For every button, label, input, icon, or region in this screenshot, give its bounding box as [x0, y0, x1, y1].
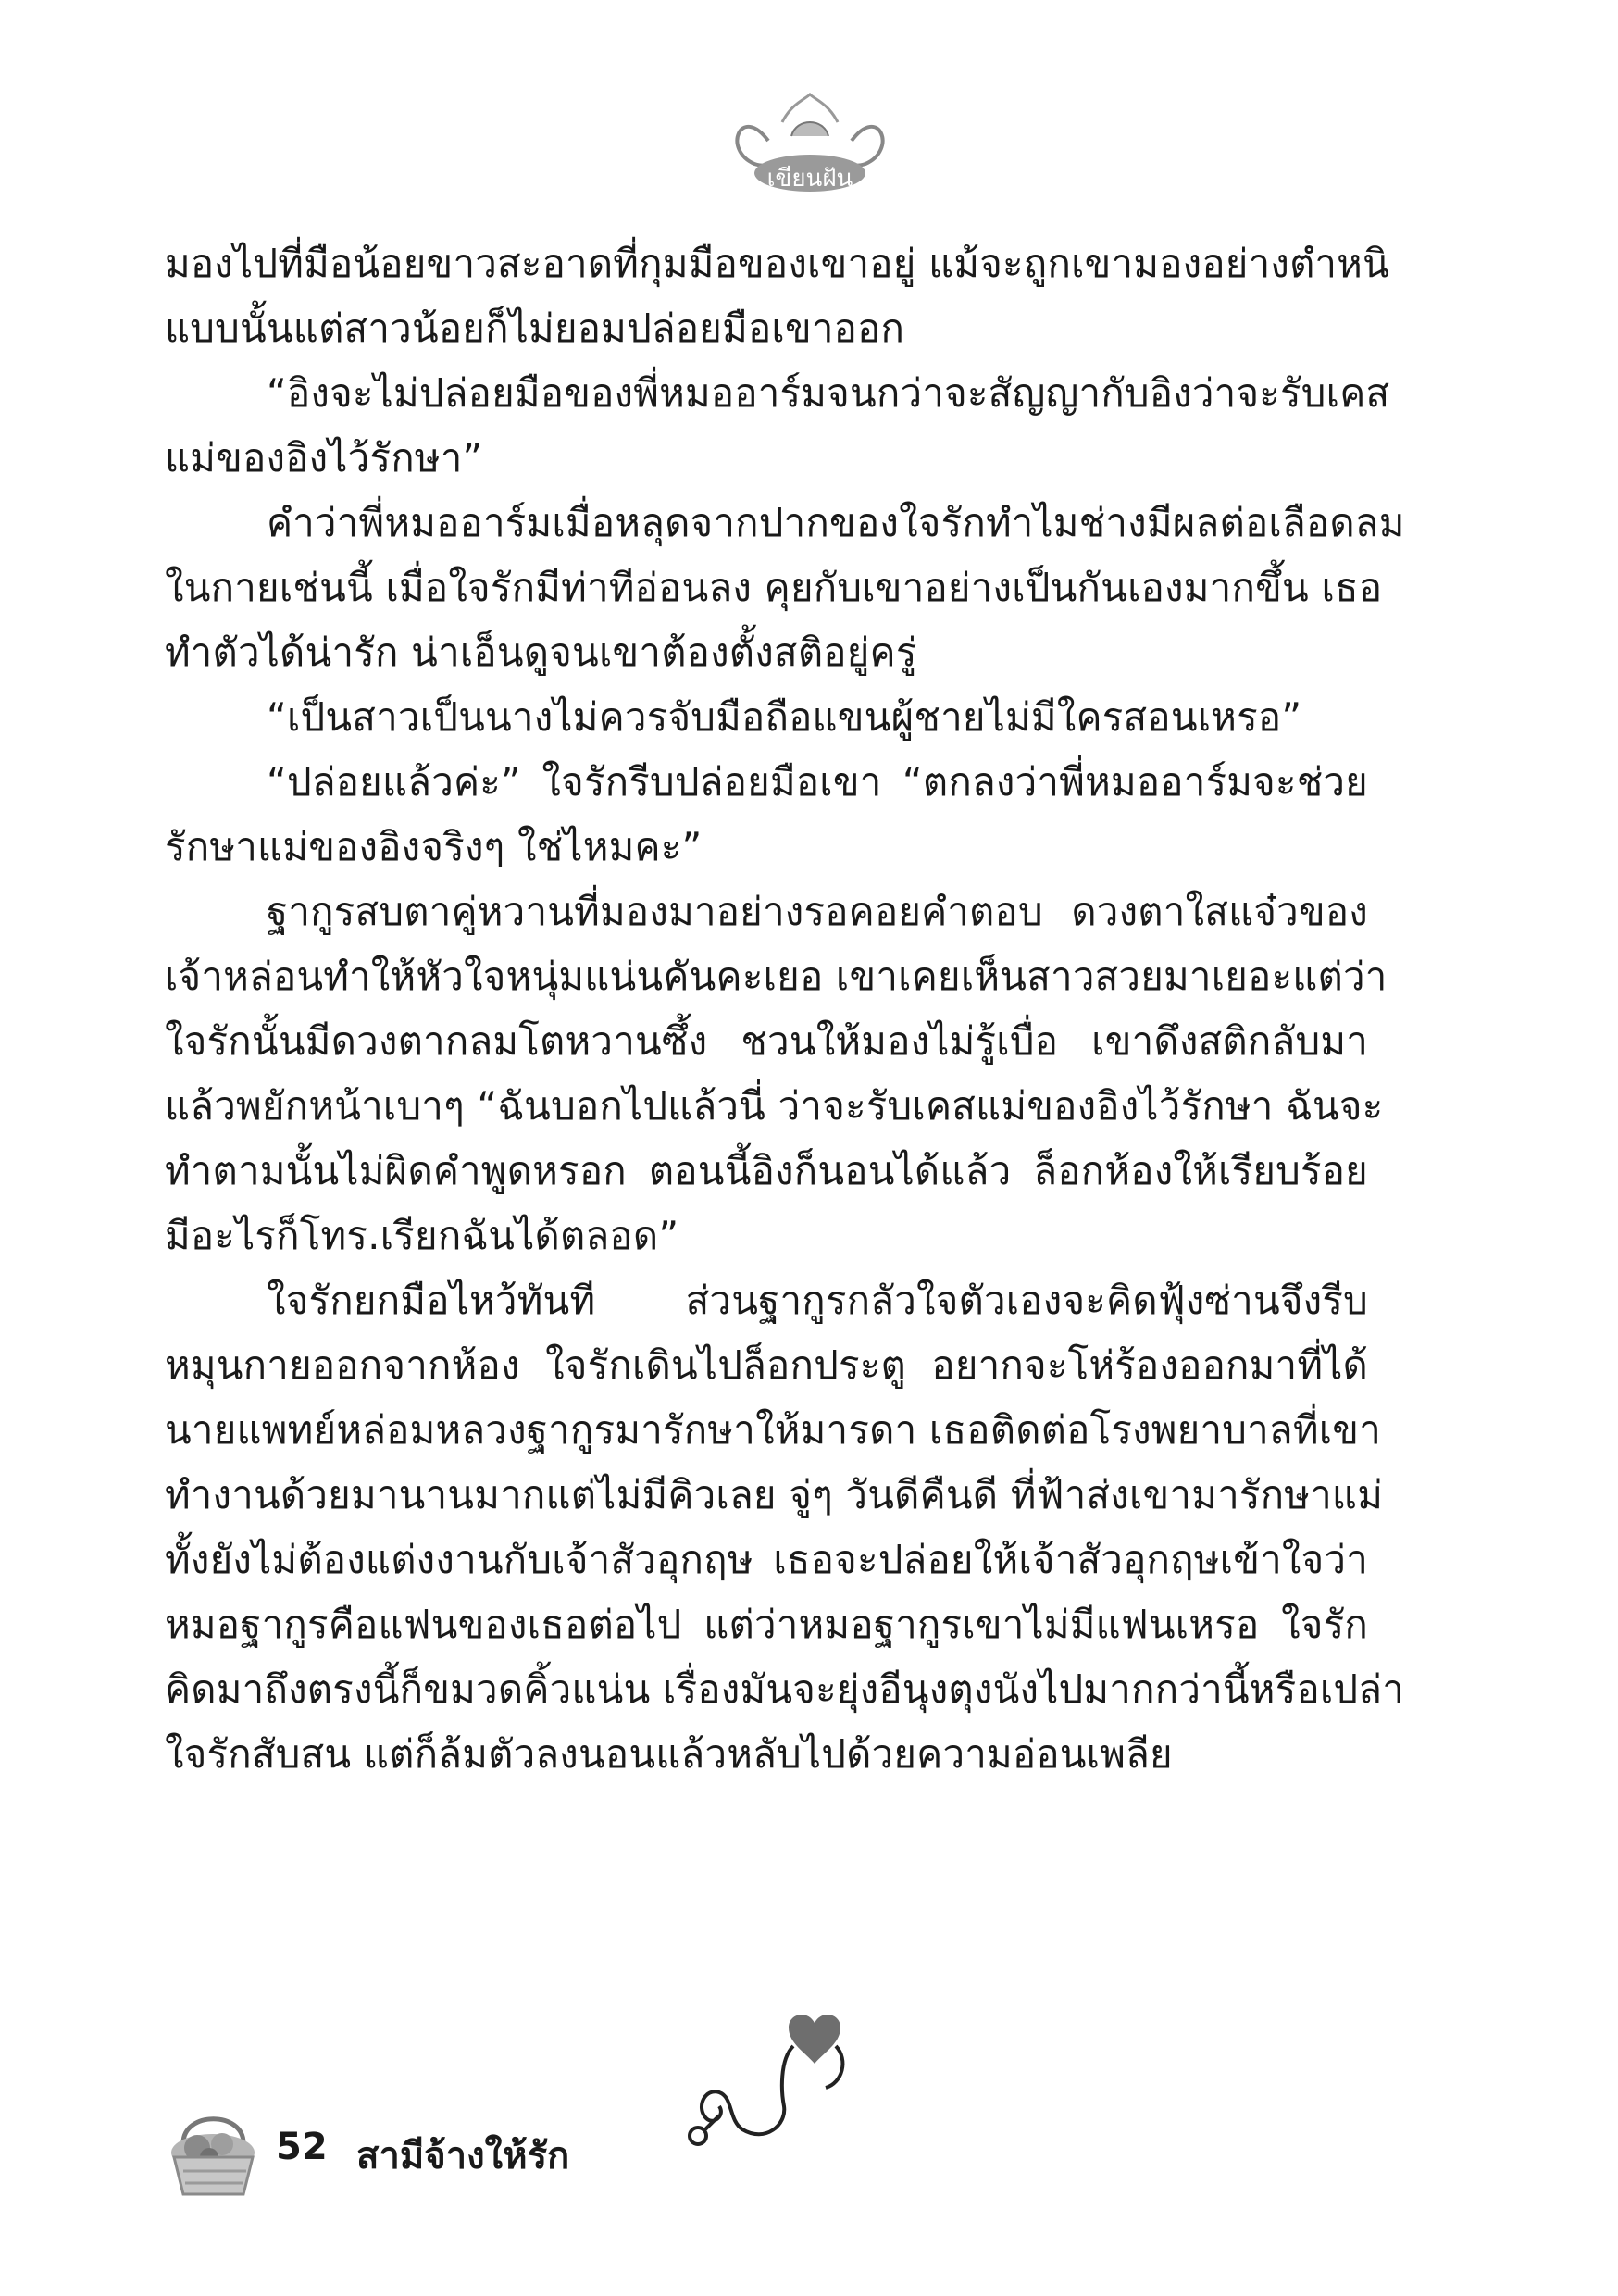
text-line: นายแพทย์หล่อมหลวงฐากูรมารักษาให้มารดา เธอติดต่อโรงพยาบาลที่เขา [165, 1407, 1381, 1453]
text-line: ใจรักสับสน แต่ก็ล้มตัวลงนอนแล้วหลับไปด้วยความอ่อนเพลีย [165, 1731, 1173, 1777]
text-line: ทั้งยังไม่ต้องแต่งงานกับเจ้าสัวอุกฤษ เธอจะปล่อยให้เจ้าสัวอุกฤษเข้าใจว่า [165, 1537, 1368, 1582]
stethoscope-heart-icon [678, 2004, 863, 2152]
text-line: “อิงจะไม่ปล่อยมือของพี่หมออาร์มจนกว่าจะสัญญากับอิงว่าจะรับเคส [267, 370, 1390, 416]
text-line: รักษาแม่ของอิงจริงๆ ใช่ไหมคะ” [165, 824, 703, 869]
text-line: ใจรักนั้นมีดวงตากลมโตหวานซึ้ง ชวนให้มองไม่รู้เบื่อ เขาดึงสติกลับมา [165, 1018, 1368, 1064]
text-line: ทำงานด้วยมานานมากแต่ไม่มีคิวเลย จู่ๆ วันดีคืนดี ที่ฟ้าส่งเขามารักษาแม่ [165, 1472, 1384, 1517]
text-line: แม่ของอิงไว้รักษา” [165, 435, 483, 480]
text-line: ใจรักยกมือไหว้ทันที ส่วนฐากูรกลัวใจตัวเองจะคิดฟุ้งซ่านจึงรีบ [267, 1278, 1368, 1323]
text-line: มองไปที่มือน้อยขาวสะอาดที่กุมมือของเขาอยู่ แม้จะถูกเขามองอย่างตำหนิ [165, 241, 1389, 286]
publisher-logo [703, 85, 916, 196]
text-line: เจ้าหล่อนทำให้หัวใจหนุ่มแน่นคันคะเยอ เขาเคยเห็นสาวสวยมาเยอะแต่ว่า [165, 954, 1388, 999]
text-line: แล้วพยักหน้าเบาๆ “ฉันบอกไปแล้วนี่ ว่าจะรับเคสแม่ของอิงไว้รักษา ฉันจะ [165, 1083, 1384, 1129]
text-line: คิดมาถึงตรงนี้ก็ขมวดคิ้วแน่น เรื่องมันจะยุ่งอีนุงตุงนังไปมากกว่านี้หรือเปล่า [165, 1666, 1405, 1712]
text-line: ฐากูรสบตาคู่หวานที่มองมาอย่างรอคอยคำตอบ ดวงตาใสแจ๋วของ [267, 889, 1368, 934]
text-line: “ปล่อยแล้วค่ะ” ใจรักรีบปล่อยมือเขา “ตกลงว่าพี่หมออาร์มจะช่วย [267, 759, 1368, 805]
text-line: มีอะไรก็โทร.เรียกฉันได้ตลอด” [165, 1213, 679, 1258]
logo-text: เขียนฝัน [766, 165, 853, 193]
page-number: 52 [276, 2126, 328, 2168]
text-line: “เป็นสาวเป็นนางไม่ควรจับมือถือแขนผู้ชายไม่มีใครสอนเหรอ” [267, 694, 1302, 740]
basket-icon [165, 2102, 262, 2203]
text-line: แบบนั้นแต่สาวน้อยก็ไม่ยอมปล่อยมือเขาออก [165, 306, 905, 351]
text-line: หมุนกายออกจากห้อง ใจรักเดินไปล็อกประตู อยากจะโห่ร้องออกมาที่ได้ [165, 1342, 1368, 1388]
text-line: ทำตัวได้น่ารัก น่าเอ็นดูจนเขาต้องตั้งสติอยู่ครู่ [165, 630, 917, 675]
text-line: คำว่าพี่หมออาร์มเมื่อหลุดจากปากของใจรักทำไมช่างมีผลต่อเลือดลม [267, 500, 1405, 545]
book-title: สามีจ้างให้รัก [356, 2135, 570, 2177]
text-line: ในกายเช่นนี้ เมื่อใจรักมีท่าทีอ่อนลง คุยกับเขาอย่างเป็นกันเองมากขึ้น เธอ [165, 565, 1383, 610]
text-line: ทำตามนั้นไม่ผิดคำพูดหรอก ตอนนี้อิงก็นอนได้แล้ว ล็อกห้องให้เรียบร้อย [165, 1148, 1368, 1193]
text-line: หมอฐากูรคือแฟนของเธอต่อไป แต่ว่าหมอฐากูรเขาไม่มีแฟนเหรอ ใจรัก [165, 1602, 1368, 1647]
